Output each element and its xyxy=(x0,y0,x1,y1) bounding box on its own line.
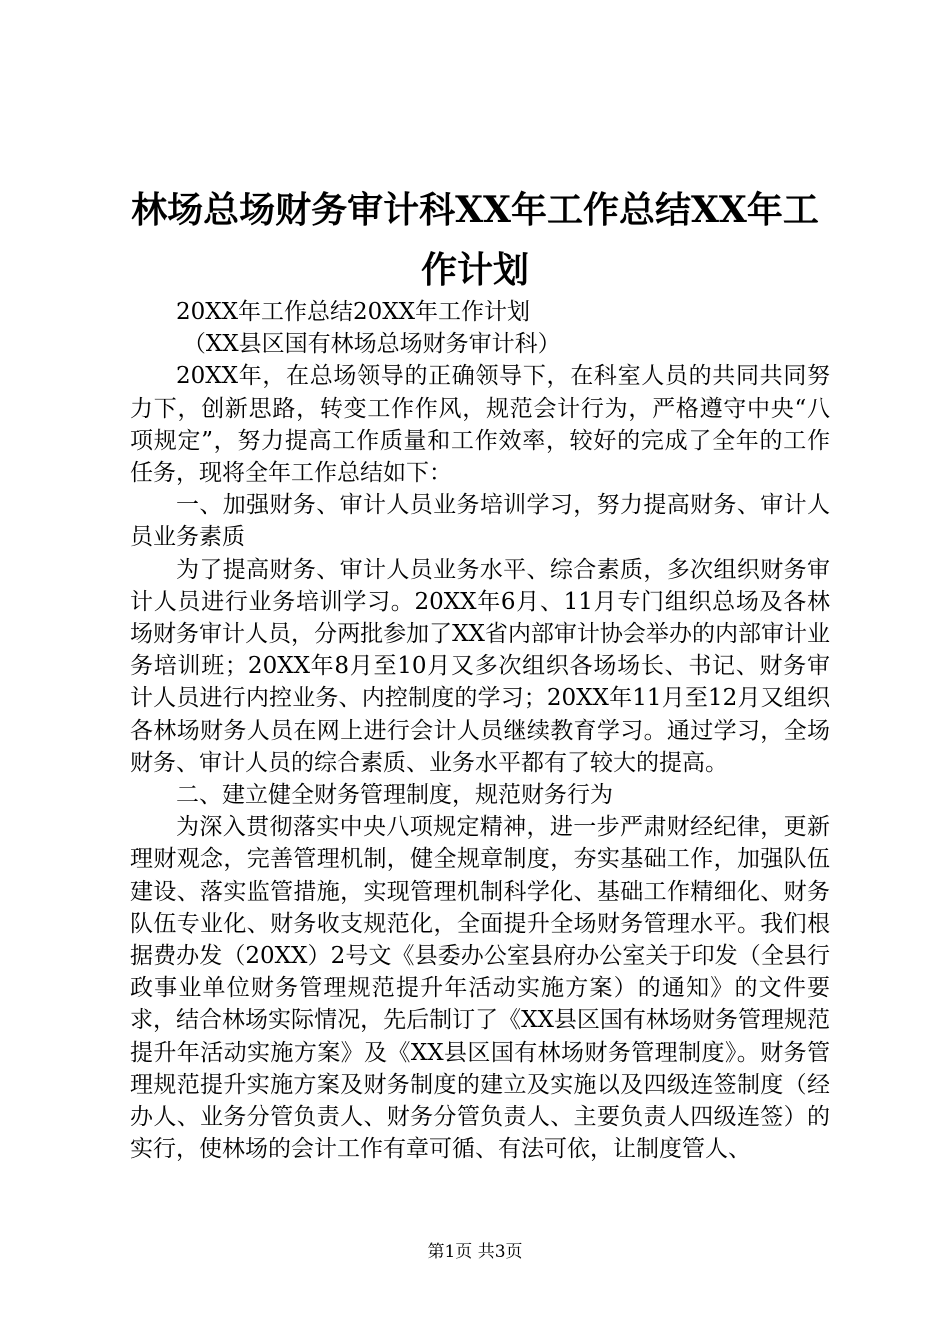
document-body xyxy=(130,296,830,1165)
document-title: 林场总场财务审计科XX年工作总结XX年工作计划 xyxy=(131,189,819,291)
paragraph-regulations: 为深入贯彻落实中央八项规定精神，进一步严肃财经纪律，更新理财观念，完善管理机制，健全规章制度，夯实基础工作，加强队伍建设、落实监管措施，实现管理机制科学化、基础工作精细化、财务队伍专业化、财务收支规范化，全面提升全场财务管理水平。我们根据费办发（20XX）2号文《县委办公室县府办公室关于印发（全县行政事业单位财务管理规范提升年活动实施方案）的通知》的文件要求，结合林场实际情况，先后制订了《XX县区国有林场财务管理规范提升年活动实施方案》及《XX县区国有林场财务管理制度》。财务管理规范提升实施方案及财务制度的建立及实施以及四级连签制度（经办人、业务分管负责人、财务分管负责人、主要负责人四级连签）的实行，使林场的会计工作有章可循、有法可依，让制度管人、 xyxy=(130,814,830,1163)
paragraph-intro: 20XX年，在总场领导的正确领导下，在科室人员的共同共同努力下，创新思路，转变工作作风，规范会计行为，严格遵守中央“八项规定”，努力提高工作质量和工作效率，较好的完成了全年的工作任务，现将全年工作总结如下： xyxy=(130,363,830,487)
paragraph-training: 为了提高财务、审计人员业务水平、综合素质，多次组织财务审计人员进行业务培训学习。20XX年6月、11月专门组织总场及各林场财务审计人员，分两批参加了XX省内部审计协会举办的内部审计业务培训班；20XX年8月至10月又多次组织各场场长、书记、财务审计人员进行内控业务、内控制度的学习；20XX年11月至12月又组织各林场财务人员在网上进行会计人员继续教育学习。通过学习，全场财务、审计人员的综合素质、业务水平都有了较大的提高。 xyxy=(130,556,830,776)
section-heading-1: 一、加强财务、审计人员业务培训学习，努力提高财务、审计人员业务素质 xyxy=(130,492,830,551)
section-heading-2: 二、建立健全财务管理制度，规范财务行为 xyxy=(176,782,613,809)
page-footer: 第1页 共3页 xyxy=(427,1242,523,1262)
paragraph-department: （XX县区国有林场总场财务审计科） xyxy=(182,331,561,358)
paragraph-heading-line: 20XX年工作总结20XX年工作计划 xyxy=(176,299,531,325)
